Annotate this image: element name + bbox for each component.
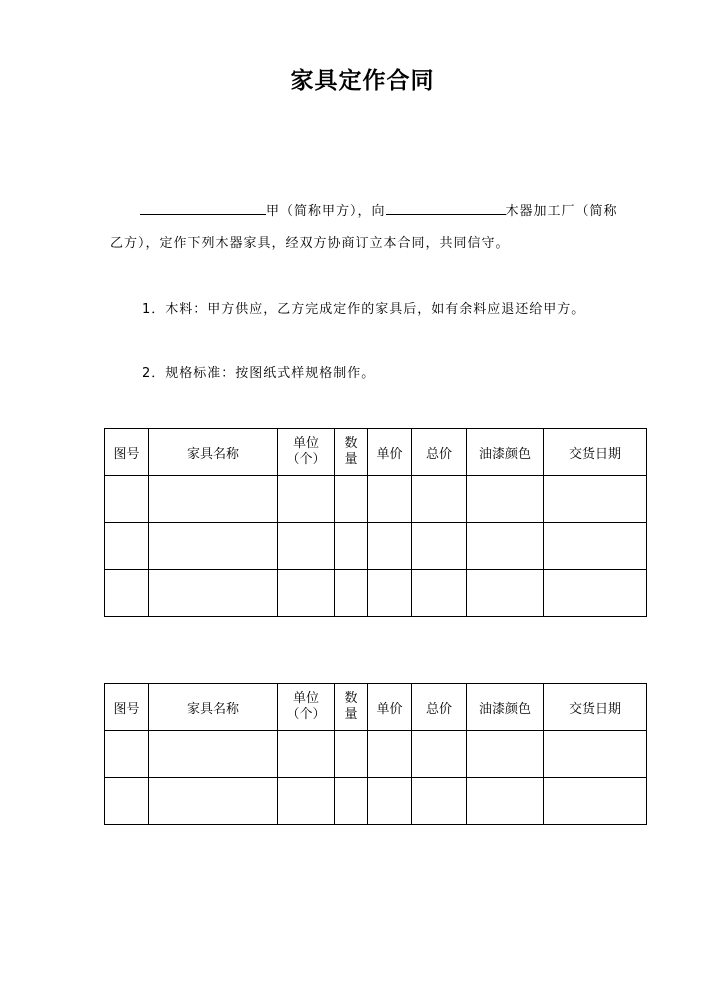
header-unit-price: 单价 [368,429,412,476]
header-quantity: 数 量 [335,429,368,476]
cell[interactable] [105,778,149,825]
cell[interactable] [544,778,647,825]
cell[interactable] [335,476,368,523]
clause-2: 2．规格标准：按图纸式样规格制作。 [142,366,376,381]
cell[interactable] [467,476,544,523]
cell[interactable] [412,778,467,825]
cell[interactable] [412,476,467,523]
header-drawing-no: 图号 [105,684,149,731]
cell[interactable] [368,476,412,523]
header-paint-color: 油漆颜色 [467,429,544,476]
cell[interactable] [278,523,335,570]
cell[interactable] [278,778,335,825]
header-furniture-name: 家具名称 [149,429,278,476]
header-unit-price: 单价 [368,684,412,731]
cell[interactable] [368,523,412,570]
cell[interactable] [278,731,335,778]
cell[interactable] [335,523,368,570]
cell[interactable] [544,731,647,778]
cell[interactable] [149,778,278,825]
cell[interactable] [149,476,278,523]
cell[interactable] [105,570,149,617]
table-header-row [105,429,647,476]
header-unit: 单位 （个） [278,429,335,476]
furniture-table-1 [104,428,647,617]
table-row [105,731,647,778]
cell[interactable] [149,731,278,778]
cell[interactable] [368,778,412,825]
header-unit: 单位 （个） [278,684,335,731]
cell[interactable] [149,570,278,617]
header-delivery-date: 交货日期 [544,684,647,731]
cell[interactable] [467,731,544,778]
table-row [105,570,647,617]
party-a-text: 甲（简称甲方），向 [266,204,386,219]
cell[interactable] [368,731,412,778]
furniture-table-2 [104,683,647,825]
header-quantity: 数 量 [335,684,368,731]
table-header-row [105,684,647,731]
cell[interactable] [335,570,368,617]
table-row [105,523,647,570]
cell[interactable] [467,570,544,617]
header-furniture-name: 家具名称 [149,684,278,731]
cell[interactable] [105,731,149,778]
header-drawing-no: 图号 [105,429,149,476]
intro-line-2: 乙方），定作下列木器家具，经双方协商订立本合同，共同信守。 [110,236,510,251]
cell[interactable] [544,523,647,570]
table-row [105,476,647,523]
cell[interactable] [335,731,368,778]
header-total-price: 总价 [412,429,467,476]
cell[interactable] [278,570,335,617]
intro-line-1 [140,200,618,219]
cell[interactable] [412,570,467,617]
party-b-text: 木器加工厂（简称 [505,204,618,219]
cell[interactable] [412,523,467,570]
cell[interactable] [335,778,368,825]
header-paint-color: 油漆颜色 [467,684,544,731]
party-a-blank[interactable] [140,200,266,215]
header-total-price: 总价 [412,684,467,731]
cell[interactable] [544,570,647,617]
cell[interactable] [412,731,467,778]
cell[interactable] [105,523,149,570]
clause-1: 1．木料：甲方供应，乙方完成定作的家具后，如有余料应退还给甲方。 [142,302,586,317]
cell[interactable] [278,476,335,523]
document-title: 家具定作合同 [290,68,435,94]
cell[interactable] [544,476,647,523]
party-b-blank[interactable] [386,200,506,215]
cell[interactable] [149,523,278,570]
cell[interactable] [105,476,149,523]
header-delivery-date: 交货日期 [544,429,647,476]
cell[interactable] [467,778,544,825]
table-row [105,778,647,825]
cell[interactable] [467,523,544,570]
cell[interactable] [368,570,412,617]
